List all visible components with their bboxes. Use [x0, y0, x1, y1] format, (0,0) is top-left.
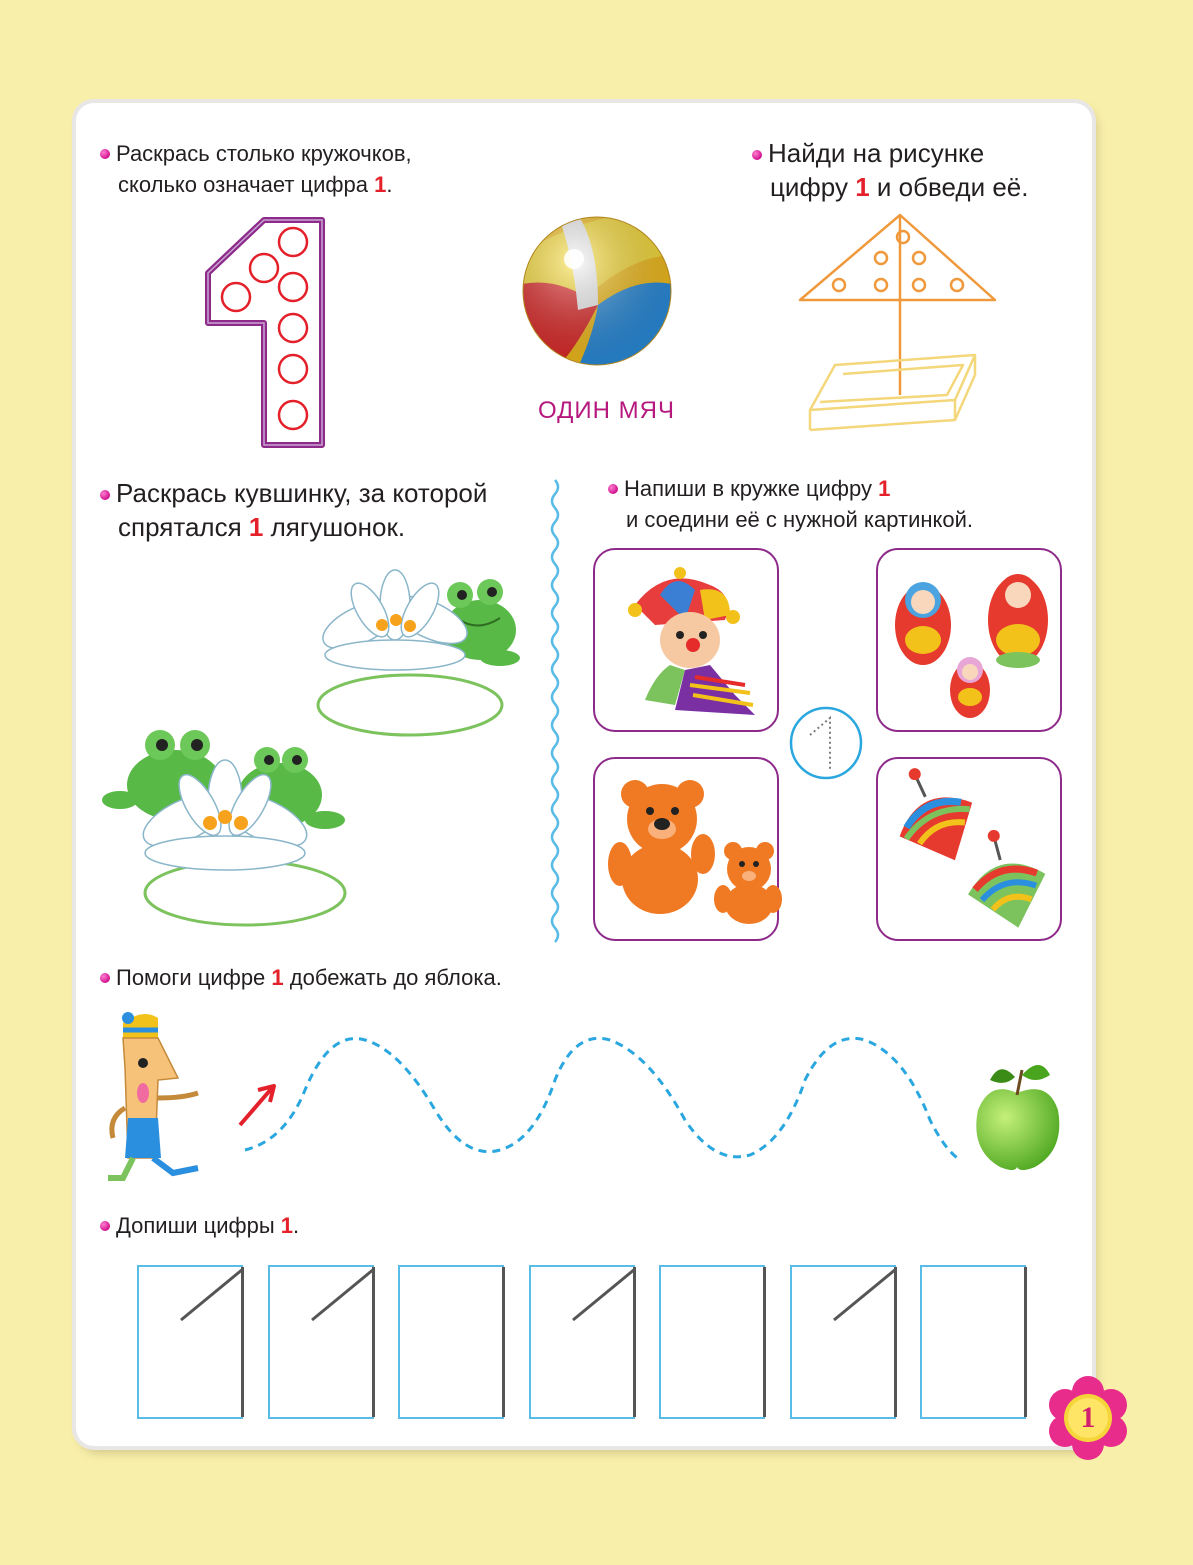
water-lily-one-frog: [310, 570, 525, 740]
bullet-icon: [100, 1221, 110, 1231]
guide-stroke-icon: [270, 1267, 376, 1327]
dashed-running-path: [230, 1030, 965, 1170]
beach-ball-icon: [518, 215, 676, 367]
sandbox-umbrella-icon: [795, 210, 1000, 445]
page-number-badge: [1048, 1378, 1128, 1458]
bullet-icon: [100, 149, 110, 159]
spinning-top-icon: [888, 769, 1058, 934]
writing-cell[interactable]: [137, 1265, 243, 1419]
running-one-icon: [103, 1008, 208, 1188]
bullet-icon: [608, 484, 618, 494]
wavy-divider: [545, 480, 565, 942]
frame-teddy-bears[interactable]: [593, 757, 779, 941]
writing-cell[interactable]: [790, 1265, 896, 1419]
writing-cell[interactable]: [920, 1265, 1026, 1419]
bullet-icon: [100, 490, 110, 500]
guide-stroke-icon: [792, 1267, 898, 1327]
task-water-lily: Раскрась кувшинку, за которой спрятался 1 лягушонок.: [100, 476, 487, 544]
guide-stroke-icon: [139, 1267, 245, 1327]
guide-stroke-icon: [531, 1267, 637, 1327]
matryoshka-icon: [888, 565, 1058, 720]
task-find-digit: Найди на рисунке цифру 1 и обведи её.: [752, 136, 1028, 204]
writing-cell[interactable]: [659, 1265, 765, 1419]
writing-cell[interactable]: [398, 1265, 504, 1419]
task-color-circles: Раскрась столько кружочков, сколько означает цифра 1.: [100, 138, 412, 200]
frame-matryoshka[interactable]: [876, 548, 1062, 732]
digit-one-outline-icon: [200, 215, 330, 450]
bullet-icon: [100, 973, 110, 983]
writing-cell[interactable]: [268, 1265, 374, 1419]
task-finish-digits: Допиши цифры 1.: [100, 1210, 299, 1241]
frame-clown[interactable]: [593, 548, 779, 732]
bullet-icon: [752, 150, 762, 160]
green-apple-icon: [970, 1055, 1065, 1175]
teddy-bear-icon: [605, 769, 775, 929]
page-number: 1: [1080, 1401, 1096, 1434]
write-digit-circle[interactable]: [788, 705, 864, 781]
frame-spinning-tops[interactable]: [876, 757, 1062, 941]
task-write-digit: Напиши в кружке цифру 1 и соедини её с нужной картинкой.: [608, 473, 973, 535]
ball-caption: ОДИН МЯЧ: [538, 397, 675, 424]
task-run-to-apple: Помоги цифре 1 добежать до яблока.: [100, 962, 502, 993]
writing-cell[interactable]: [529, 1265, 635, 1419]
clown-icon: [615, 565, 765, 720]
water-lily-two-frogs: [105, 725, 350, 930]
